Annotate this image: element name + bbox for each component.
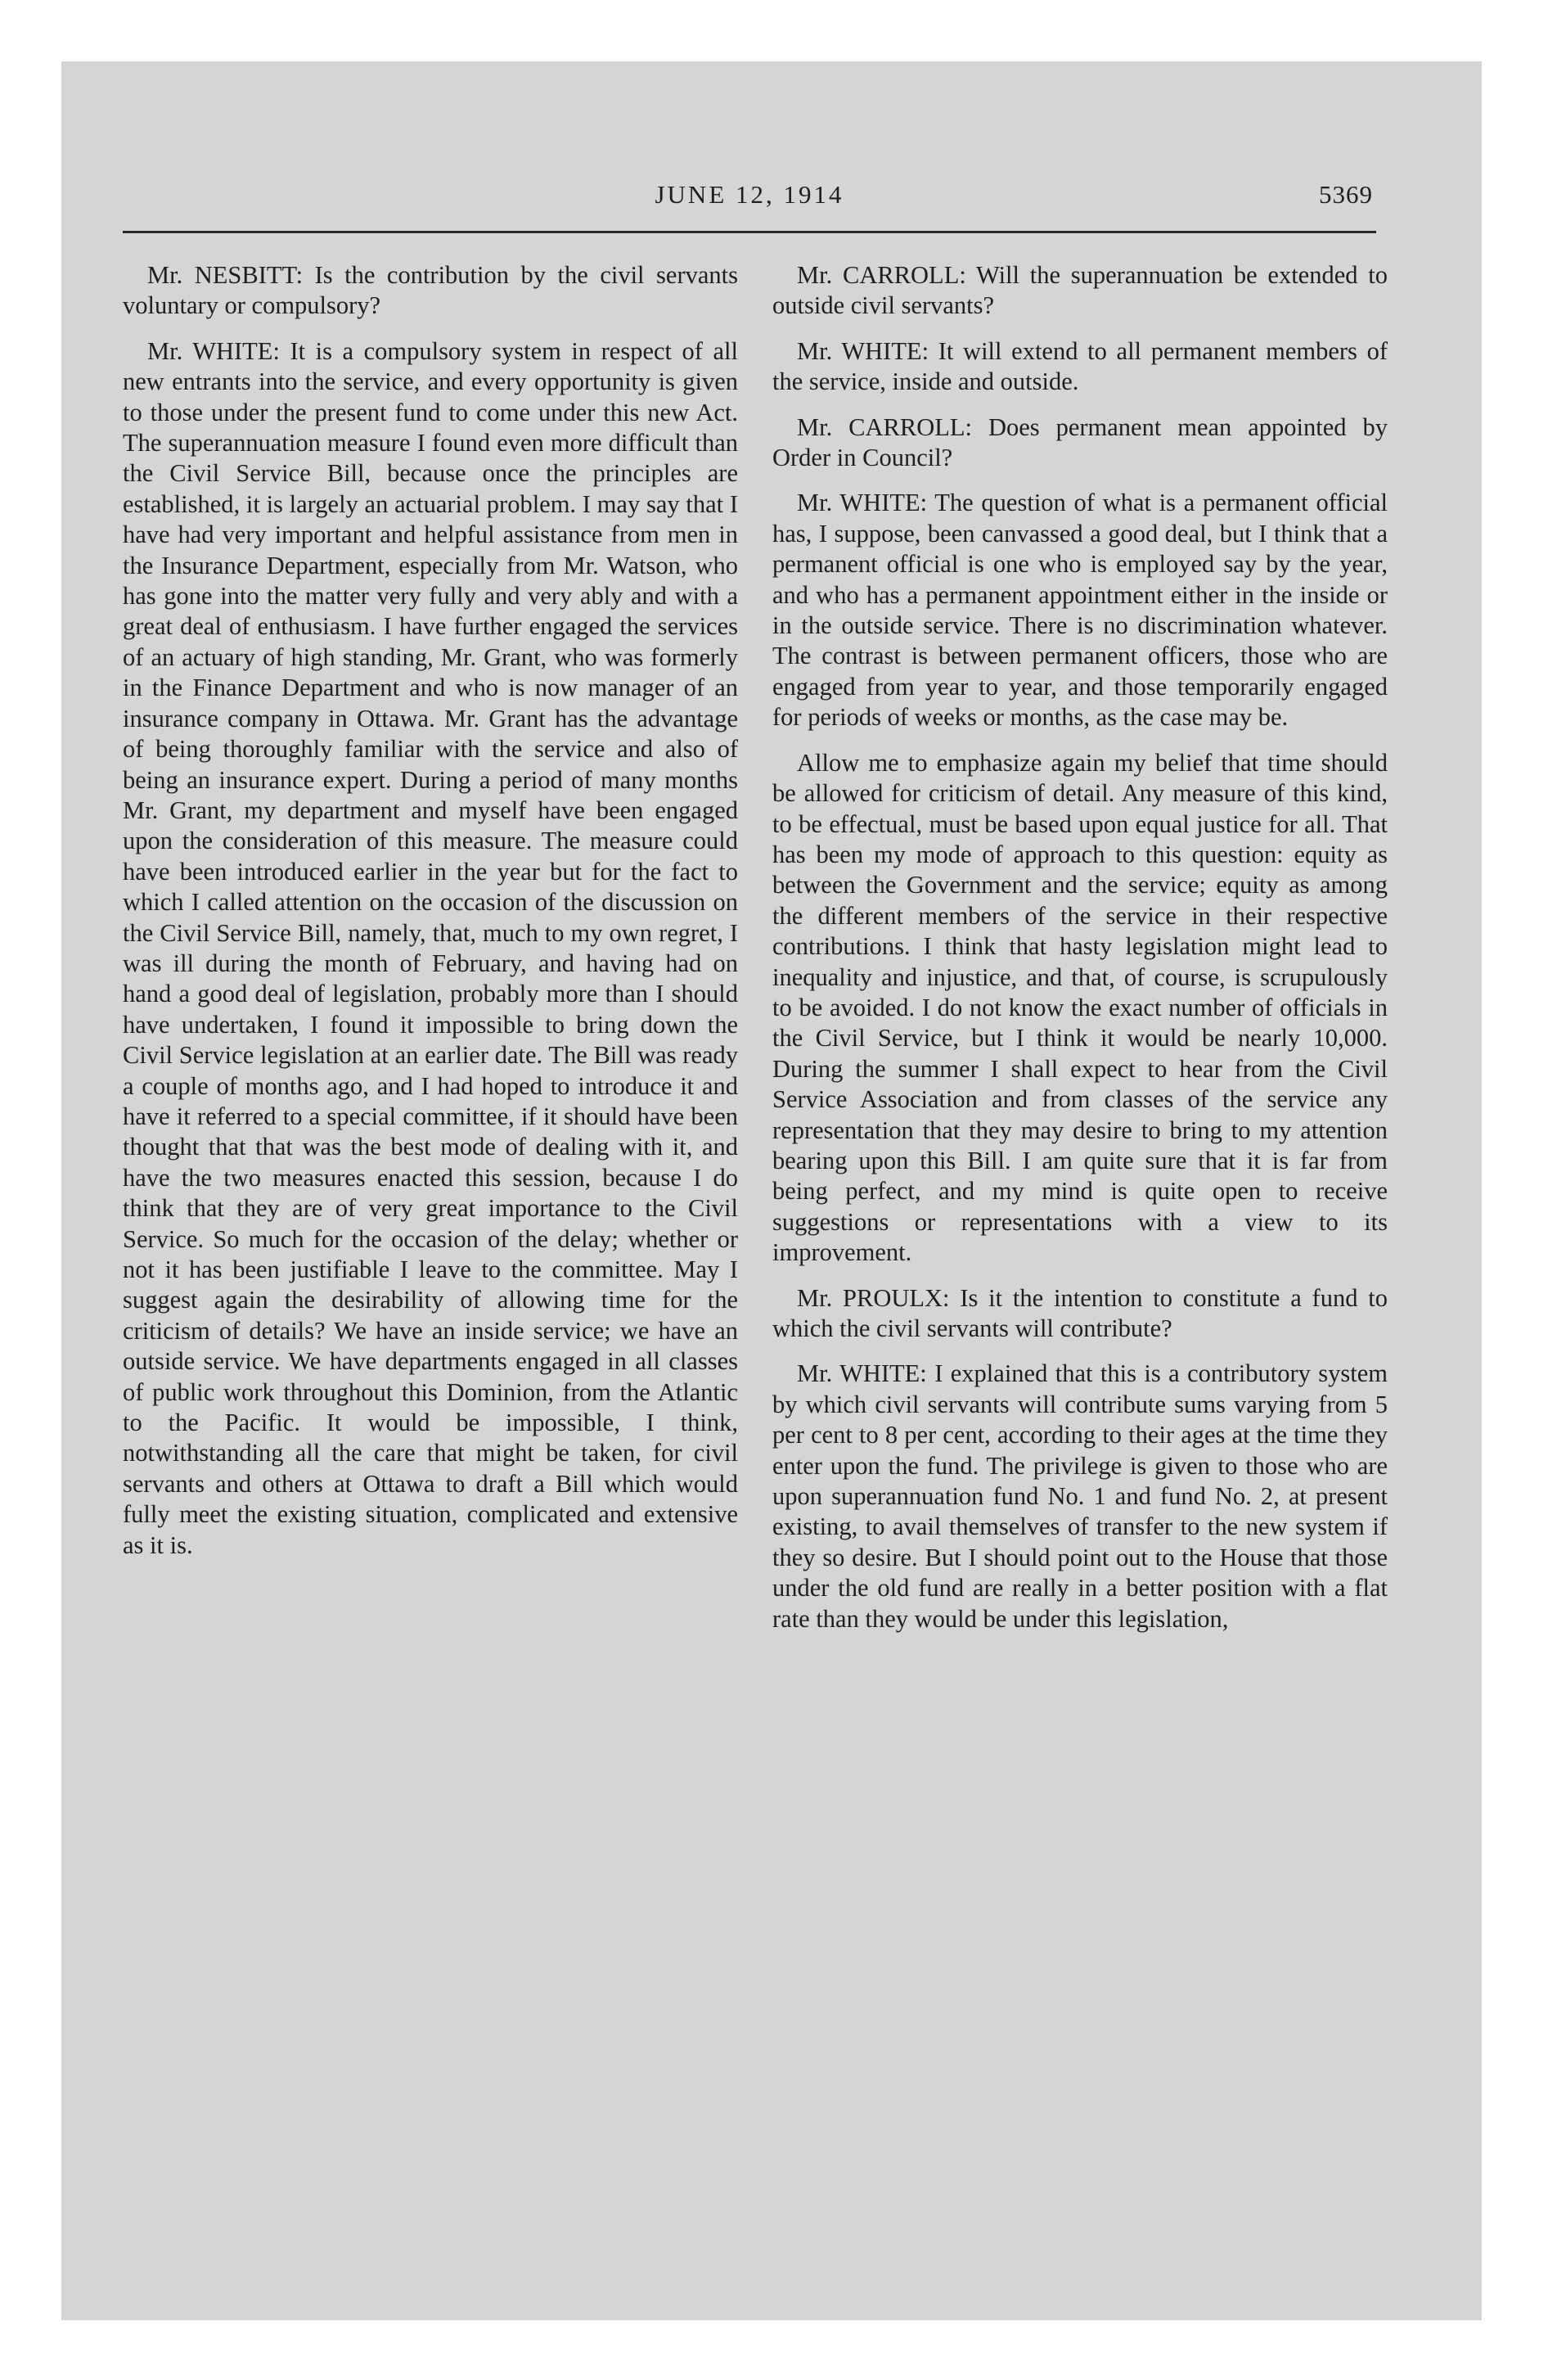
- paragraph-white-permanent-official: Mr. WHITE: The question of what is a permanent official has, I suppose, been canvassed a good deal, but I think that a permanent official is one who is employed say by the year, and who has a permanent appointment either in the inside or in the outside service. There is no discrimination whatever. The contrast is between permanent officers, those who are engaged from year to year, and those temporarily engaged for periods of weeks or months, as the case may be.: [772, 489, 1388, 732]
- paragraph-nesbitt-question: Mr. NESBITT: Is the contribution by the civil servants voluntary or compulsory?: [123, 261, 738, 320]
- page-header: [123, 172, 1376, 233]
- paragraph-proulx-fund-question: Mr. PROULX: Is it the intention to constitute a fund to which the civil servants will contribute?: [772, 1283, 1388, 1342]
- page-number: 5369: [1319, 180, 1373, 209]
- right-column: [772, 260, 1388, 1634]
- paragraph-white-contributory-system: Mr. WHITE: I explained that this is a contributory system by which civil servants will contribute sums varying from 5 per cent to 8 per cent, according to their ages at the time they enter upon the fund. The privilege is given to those who are upon superannuation fund No. 1 and fund No. 2, at present existing, to avail themselves of transfer to the new system if they so desire. But I should point out to the House that those under the old fund are really in a better position with a flat rate than they would be under this legislation,: [772, 1359, 1388, 1633]
- paragraph-carroll-outside-servants: Mr. CARROLL: Will the superannuation be extended to outside civil servants?: [772, 261, 1388, 320]
- paragraph-carroll-order-in-council: Mr. CARROLL: Does permanent mean appointed by Order in Council?: [772, 412, 1388, 472]
- page-date: JUNE 12, 1914: [655, 180, 844, 209]
- left-column: [123, 260, 738, 1561]
- paragraph-white-permanent-members: Mr. WHITE: It will extend to all permanent members of the service, inside and outside.: [772, 336, 1388, 396]
- paragraph-white-criticism-of-detail: Allow me to emphasize again my belief that time should be allowed for criticism of detail. Any measure of this kind, to be effectual, must be based upon equal justice for all. That has been my mode of approach to this question: equity as between the Government and the service; equity as among the different members of the service in their respective contributions. I think that hasty legislation might lead to inequality and injustice, and that, of course, is scrupulously to be avoided. I do not know the exact number of officials in the Civil Service, but I think it would be nearly 10,000. During the summer I shall expect to hear from the Civil Service Association and from classes of the service any representation that they may desire to bring to my attention bearing upon this Bill. I am quite sure that it is far from being perfect, and my mind is quite open to receive suggestions or representations with a view to its improvement.: [772, 748, 1388, 1267]
- paragraph-white-compulsory-system: Mr. WHITE: It is a compulsory system in respect of all new entrants into the service, and every opportunity is given to those under the present fund to come under this new Act. The superannuation measure I found even more difficult than the Civil Service Bill, because once the principles are established, it is largely an actuarial problem. I may say that I have had very important and helpful assistance from men in the Insurance Department, especially from Mr. Watson, who has gone into the matter very fully and very ably and with a great deal of enthusiasm. I have further engaged the services of an actuary of high standing, Mr. Grant, who was formerly in the Finance Department and who is now manager of an insurance company in Ottawa. Mr. Grant has the advantage of being thoroughly familiar with the service and also of being an insurance expert. During a period of many months Mr. Grant, my department and myself have been engaged upon the consideration of this measure. The measure could have been introduced earlier in the year but for the fact to which I called attention on the occasion of the discussion on the Civil Service Bill, namely, that, much to my own regret, I was ill during the month of February, and having had on hand a good deal of legislation, probably more than I should have undertaken, I found it impossible to bring down the Civil Service legislation at an earlier date. The Bill was ready a couple of months ago, and I had hoped to introduce it and have it referred to a special committee, if it should have been thought that that was the best mode of dealing with it, and have the two measures enacted this session, because I do think that they are of very great importance to the Civil Service. So much for the occasion of the delay; whether or not it has been justifiable I leave to the committee. May I suggest again the desirability of allowing time for the criticism of details? We have an inside service; we have an outside service. We have departments engaged in all classes of public work throughout this Dominion, from the Atlantic to the Pacific. It would be impossible, I think, notwithstanding all the care that might be taken, for civil servants and others at Ottawa to draft a Bill which would fully meet the existing situation, complicated and extensive as it is.: [123, 336, 738, 1559]
